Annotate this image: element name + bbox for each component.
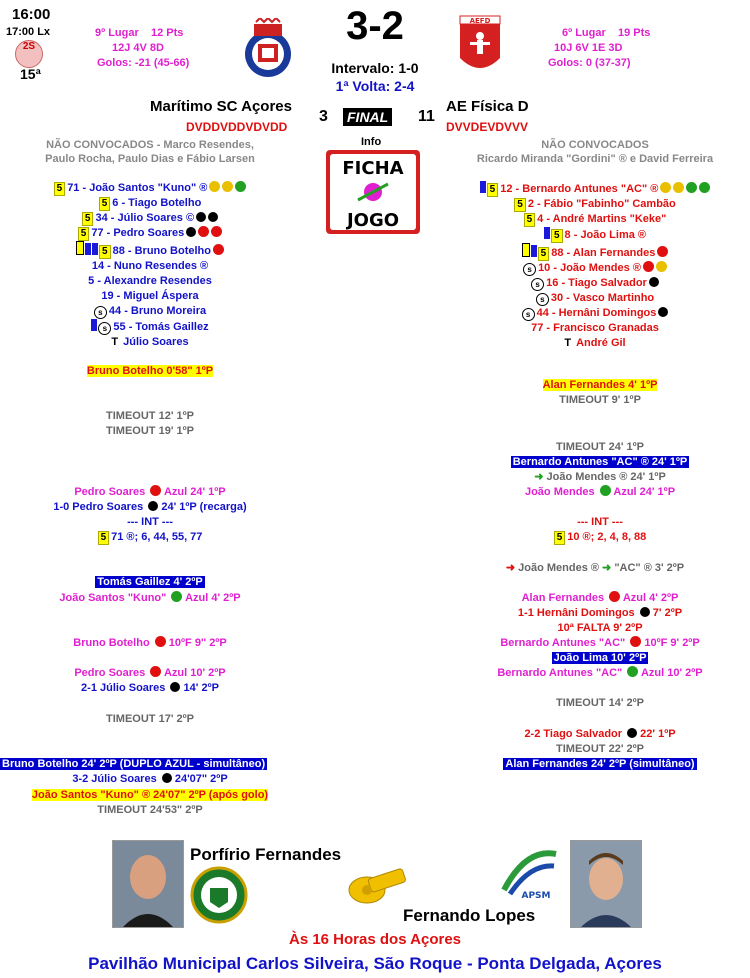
home-goals-final: 3	[319, 108, 328, 125]
list-item[interactable]: 5 88 - Alan Fernandes	[440, 243, 750, 261]
list-item[interactable]: s 10 - João Mendes ®	[440, 261, 750, 276]
list-item[interactable]: 5 77 - Pedro Soares	[0, 226, 300, 241]
red-card-icon	[643, 261, 654, 272]
home-not-called-title: NÃO CONVOCADOS - Marco Resendes,	[46, 139, 254, 151]
list-item[interactable]: 5 8 - João Lima ®	[440, 227, 750, 243]
starter-icon: 5	[99, 245, 111, 259]
home-interval: --- INT ---	[127, 516, 173, 528]
list-item[interactable]: 5 4 - André Martins "Keke"	[440, 212, 750, 227]
substitute-icon: s	[98, 322, 111, 335]
home-stats	[95, 26, 189, 71]
away-goals-final: 11	[418, 108, 435, 125]
list-item[interactable]: 19 - Miguel Áspera	[101, 290, 199, 302]
substitute-icon: s	[94, 306, 107, 319]
away-timeout: TIMEOUT 14' 2ºP	[556, 697, 644, 709]
home-event: Tomás Gaillez 4' 2ºP	[97, 576, 203, 588]
home-team-crest	[244, 18, 292, 80]
info-label: Info	[361, 136, 382, 148]
list-item[interactable]: 5 71 - João Santos "Kuno" ®	[0, 181, 300, 196]
halftime-score: Intervalo: 1-0	[331, 60, 419, 76]
goalkeeper-icon	[85, 243, 91, 255]
away-team-crest	[458, 14, 502, 78]
away-team-name[interactable]: AE Física D	[446, 98, 529, 115]
red-card-icon	[198, 226, 209, 237]
series-badge	[15, 40, 43, 68]
goal-ball-icon	[627, 728, 637, 738]
goal-ball-icon	[196, 212, 206, 222]
home-event: Bruno Botelho 10ºF 9'' 2ºP	[73, 637, 227, 649]
away-timeout: TIMEOUT 22' 2ºP	[556, 743, 644, 755]
list-item[interactable]: 5 6 - Tiago Botelho	[0, 196, 300, 211]
home-form: DVDDVDDVDVDD	[186, 120, 288, 134]
green-card-icon	[627, 666, 638, 677]
coach-icon: T	[564, 337, 572, 349]
goalkeeper-icon	[91, 319, 97, 331]
goal-ball-icon	[208, 212, 218, 222]
list-item[interactable]: 5 12 - Bernardo Antunes "AC" ®	[440, 181, 750, 197]
green-card-icon	[235, 181, 246, 192]
starter-icon: 5	[514, 198, 526, 212]
away-goals: Golos: 0 (37-37)	[548, 57, 631, 69]
round-number: 15ª	[20, 66, 41, 82]
series-badge-text: 2S	[22, 41, 36, 52]
starter-icon: 5	[538, 247, 550, 261]
home-event: Bruno Botelho 24' 2ºP (DUPLO AZUL - simultâneo)	[2, 758, 266, 770]
goalkeeper-icon	[522, 243, 530, 257]
goal-ball-icon	[170, 682, 180, 692]
apsm-logo	[496, 844, 562, 902]
referee-1-name: Porfírio Fernandes	[190, 845, 342, 864]
red-card-icon	[609, 591, 620, 602]
away-record: 10J 6V 1E 3D	[554, 42, 623, 54]
goalkeeper-icon	[531, 245, 537, 257]
first-leg-score: 1ª Volta: 2-4	[335, 78, 415, 94]
away-place: 6º Lugar	[562, 27, 606, 39]
home-goal-event: 1-0 Pedro Soares 24' 1ºP (recarga)	[53, 501, 247, 513]
away-foul-event: 10ª FALTA 9' 2ºP	[557, 622, 643, 634]
goal-ball-icon	[186, 227, 196, 237]
home-place: 9º Lugar	[95, 27, 139, 39]
final-label: FINAL	[343, 108, 392, 126]
referee-2-photo	[570, 840, 642, 928]
red-card-icon	[155, 636, 166, 647]
yellow-card-icon	[209, 181, 220, 192]
red-card-icon	[211, 226, 222, 237]
home-event: Bruno Botelho 0'58" 1ºP	[86, 365, 214, 377]
goal-ball-icon	[649, 277, 659, 287]
away-form: DVVDEVDVVV	[446, 120, 529, 134]
home-event: João Santos "Kuno" Azul 4' 2ºP	[59, 592, 241, 604]
referee-2-name: Fernando Lopes	[403, 906, 536, 925]
away-not-called-names: Ricardo Miranda "Gordini" ® e David Ferreira	[476, 153, 714, 165]
home-timeout: TIMEOUT 24'53" 2ºP	[97, 804, 203, 816]
home-lineup	[0, 181, 300, 350]
match-time: 16:00	[12, 6, 51, 23]
away-points: 19 Pts	[617, 27, 651, 39]
away-event: João Mendes Azul 24' 1ºP	[524, 486, 676, 498]
away-goal-event: 2-2 Tiago Salvador 22' 1ºP	[524, 728, 676, 740]
away-event: Alan Fernandes Azul 4' 2ºP	[521, 592, 679, 604]
home-int-lineup: 5 71 ®; 6, 44, 55, 77	[0, 530, 300, 545]
away-timeout: TIMEOUT 9' 1ºP	[559, 394, 641, 406]
away-interval: --- INT ---	[577, 516, 623, 528]
away-not-called	[440, 138, 750, 166]
svg-text:JOGO: JOGO	[346, 210, 400, 231]
home-points: 12 Pts	[150, 27, 184, 39]
red-card-icon	[150, 485, 161, 496]
away-sub-event: ➜ João Mendes ® 24' 1ºP	[534, 471, 666, 483]
green-card-icon	[686, 182, 697, 193]
substitute-icon: s	[531, 278, 544, 291]
home-event: João Santos "Kuno" ® 24'07" 2ºP (após golo)	[31, 789, 269, 801]
away-event: Bernardo Antunes "AC" 10ºF 9' 2ºP	[500, 637, 700, 649]
starter-icon: 5	[487, 183, 499, 197]
goal-ball-icon	[162, 773, 172, 783]
away-event: Bernardo Antunes "AC" Azul 10' 2ºP	[497, 667, 703, 679]
list-item[interactable]: s 16 - Tiago Salvador	[440, 276, 750, 291]
starter-icon: 5	[82, 212, 94, 226]
list-item[interactable]: 77 - Francisco Granadas	[531, 322, 659, 334]
away-event: Alan Fernandes 4' 1ºP	[542, 379, 658, 391]
arrow-right-icon: ➜	[534, 471, 544, 483]
list-item[interactable]: s 30 - Vasco Martinho	[440, 291, 750, 306]
list-item[interactable]: s 55 - Tomás Gaillez	[0, 319, 300, 335]
starter-icon: 5	[551, 229, 563, 243]
goal-ball-icon	[640, 607, 650, 617]
yellow-card-icon	[222, 181, 233, 192]
list-item[interactable]: s 44 - Bruno Moreira	[0, 304, 300, 319]
yellow-card-icon	[673, 182, 684, 193]
away-sub-event: ➜ João Mendes ® ➜ "AC" ® 3' 2ºP	[505, 562, 685, 574]
goalkeeper-icon	[480, 181, 486, 193]
starter-icon: 5	[98, 531, 110, 545]
goalkeeper-icon	[544, 227, 550, 239]
starter-icon: 5	[99, 197, 111, 211]
arrow-right-icon: ➜	[602, 562, 612, 574]
away-event: Alan Fernandes 24' 2ºP (simultâneo)	[505, 758, 695, 770]
substitute-icon: s	[522, 308, 535, 321]
substitute-icon: s	[523, 263, 536, 276]
home-event: Pedro Soares Azul 24' 1ºP	[74, 486, 226, 498]
goal-ball-icon	[148, 501, 158, 511]
coach-icon: T	[111, 336, 119, 348]
kickoff-local-time: Às 16 Horas dos Açores	[288, 931, 462, 948]
goalkeeper-icon	[76, 241, 84, 255]
home-not-called	[0, 138, 300, 166]
away-lineup	[440, 181, 750, 351]
home-not-called-names: Paulo Rocha, Paulo Dias e Fábio Larsen	[45, 153, 255, 165]
arrow-right-icon: ➜	[505, 562, 516, 574]
green-card-icon	[699, 182, 710, 193]
list-item[interactable]: 5 2 - Fábio "Fabinho" Cambão	[440, 197, 750, 212]
home-goal-event: 3-2 Júlio Soares 24'07" 2ºP	[72, 773, 228, 785]
list-item[interactable]: 5 - Alexandre Resendes	[88, 275, 212, 287]
svg-text:FICHA: FICHA	[342, 158, 404, 179]
red-card-icon	[657, 246, 668, 257]
away-goal-event: 1-1 Hernâni Domingos 7' 2ºP	[517, 607, 683, 619]
away-timeout: TIMEOUT 24' 1ºP	[556, 441, 644, 453]
red-card-icon	[213, 244, 224, 255]
match-time-lx: 17:00 Lx	[6, 26, 51, 38]
starter-icon: 5	[54, 182, 66, 196]
apsm-logo-text: APSM	[521, 891, 551, 901]
list-item[interactable]: 5 34 - Júlio Soares ©	[0, 211, 300, 226]
home-team-name[interactable]: Marítimo SC Açores	[150, 98, 292, 115]
list-item[interactable]: 14 - Nuno Resendes ®	[91, 260, 209, 272]
goal-ball-icon	[658, 307, 668, 317]
yellow-card-icon	[660, 182, 671, 193]
green-card-icon	[600, 485, 611, 496]
starter-icon: 5	[78, 227, 90, 241]
yellow-card-icon	[656, 261, 667, 272]
final-score: 3-2	[346, 4, 404, 48]
home-timeout: TIMEOUT 12' 1ºP	[106, 410, 194, 422]
substitute-icon: s	[536, 293, 549, 306]
home-record: 12J 4V 8D	[112, 42, 164, 54]
red-card-icon	[630, 636, 641, 647]
starter-icon: 5	[554, 531, 566, 545]
home-goal-event: 2-1 Júlio Soares 14' 2ºP	[81, 682, 219, 694]
referee-1-photo	[112, 840, 184, 928]
away-event: João Lima 10' 2ºP	[553, 652, 647, 664]
green-card-icon	[171, 591, 182, 602]
away-stats	[548, 26, 650, 71]
whistle-icon	[345, 864, 407, 906]
goalkeeper-icon	[92, 243, 98, 255]
ficha-jogo-logo[interactable]	[326, 150, 420, 234]
red-card-icon	[150, 666, 161, 677]
venue: Pavilhão Municipal Carlos Silveira, São Roque - Ponta Delgada, Açores	[88, 954, 662, 973]
away-int-lineup: 5 10 ®; 2, 4, 8, 88	[450, 530, 750, 545]
home-event: Pedro Soares Azul 10' 2ºP	[74, 667, 226, 679]
away-not-called-title: NÃO CONVOCADOS	[541, 139, 649, 151]
list-item[interactable]: T Júlio Soares	[111, 336, 189, 348]
away-event: Bernardo Antunes "AC" ® 24' 1ºP	[512, 456, 688, 468]
list-item[interactable]: 5 88 - Bruno Botelho	[0, 241, 300, 259]
home-goals: Golos: -21 (45-66)	[97, 57, 190, 69]
list-item[interactable]: s 44 - Hernâni Domingos	[440, 306, 750, 321]
list-item[interactable]: T André Gil	[564, 337, 626, 349]
referee-association-logo	[190, 866, 248, 924]
home-timeout: TIMEOUT 19' 1ºP	[106, 425, 194, 437]
home-timeout: TIMEOUT 17' 2ºP	[106, 713, 194, 725]
svg-text:AEFD: AEFD	[469, 17, 491, 25]
starter-icon: 5	[524, 213, 536, 227]
